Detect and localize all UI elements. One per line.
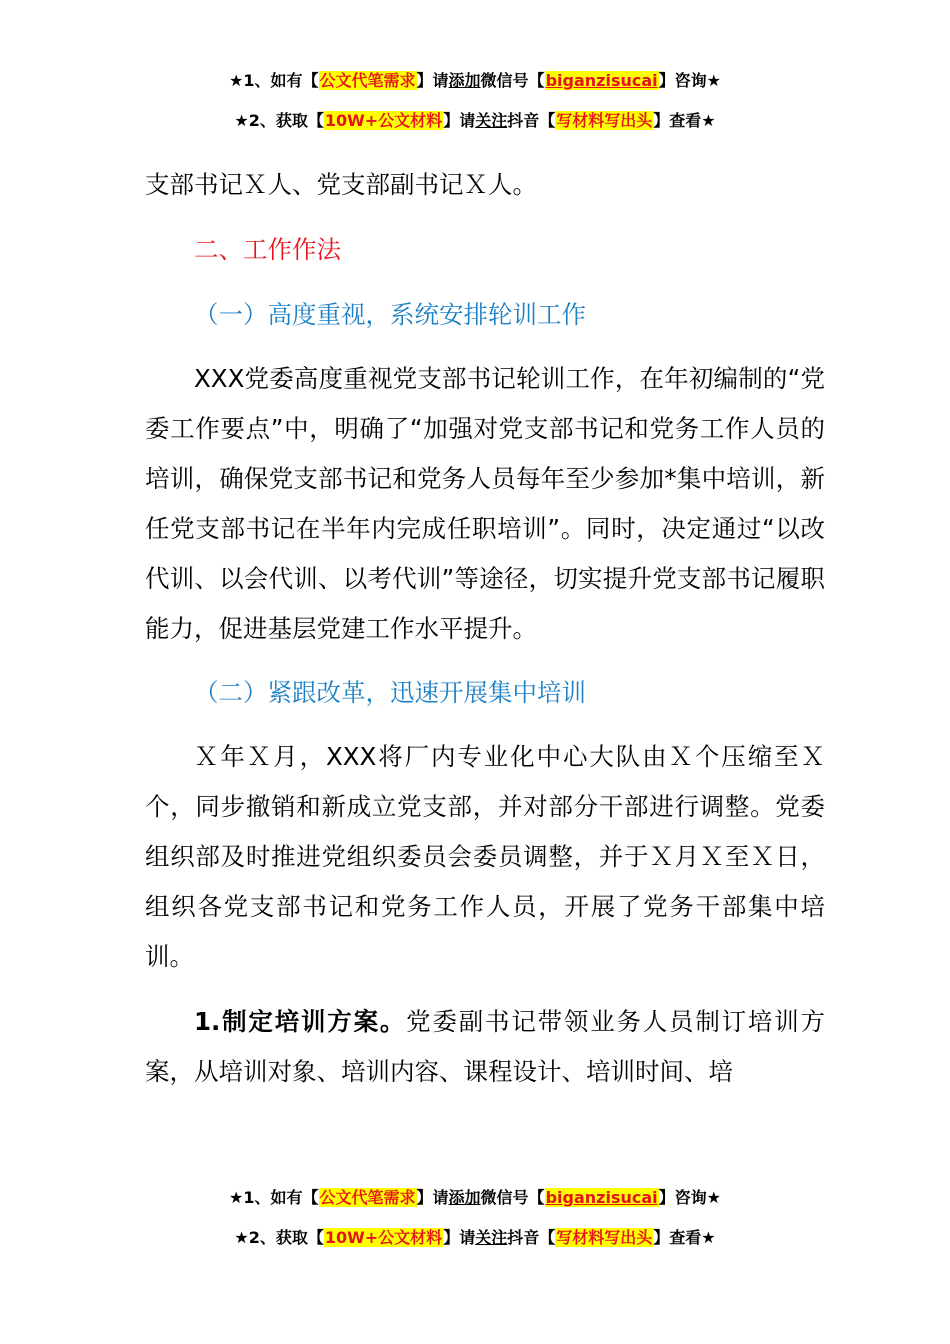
- bottom-banner: [0, 1178, 950, 1258]
- banner-emphasis: 添加: [448, 71, 481, 90]
- banner-line-1: [0, 61, 950, 101]
- banner-text: ★1、如有【: [229, 1188, 319, 1207]
- banner-line-2: [0, 1218, 950, 1258]
- banner-text: 】查看★: [653, 1228, 716, 1247]
- douyin-id: 写材料写出头: [556, 111, 653, 130]
- paragraph-continued: 支部书记Ｘ人、党支部副书记Ｘ人。: [145, 170, 537, 199]
- banner-highlight: 公文代笔需求: [319, 1188, 416, 1207]
- banner-text: 】请: [416, 71, 449, 90]
- banner-text: 微信号【: [480, 71, 545, 90]
- document-body: [145, 160, 825, 1097]
- banner-text: 抖音【: [507, 1228, 556, 1247]
- banner-emphasis: 添加: [448, 1188, 481, 1207]
- banner-text: 】咨询★: [658, 71, 721, 90]
- paragraph-2: Ｘ年Ｘ月，XXX将厂内专业化中心大队由Ｘ个压缩至Ｘ个，同步撤销和新成立党支部，并对部分干部进行调整。党委组织部及时推进党组织委员会委员调整，并于Ｘ月Ｘ至Ｘ日，组织各党支部书记和党务工作人员，开展了党务干部集中培训。: [145, 742, 825, 971]
- subsection-heading-2: （二）紧跟改革，迅速开展集中培训: [194, 678, 586, 707]
- banner-text: 微信号【: [480, 1188, 545, 1207]
- banner-emphasis: 关注: [475, 1228, 508, 1247]
- banner-text: 】请: [443, 111, 476, 130]
- banner-text: ★2、获取【: [234, 111, 324, 130]
- wechat-id: biganzisucai: [545, 1188, 658, 1207]
- banner-highlight: 10W+公文材料: [324, 111, 443, 130]
- wechat-id: biganzisucai: [545, 71, 658, 90]
- banner-highlight: 公文代笔需求: [319, 71, 416, 90]
- section-heading-2: 二、工作作法: [194, 235, 341, 264]
- banner-emphasis: 关注: [475, 111, 508, 130]
- banner-highlight: 10W+公文材料: [324, 1228, 443, 1247]
- banner-text: 】咨询★: [658, 1188, 721, 1207]
- banner-line-1: [0, 1178, 950, 1218]
- banner-text: 】请: [416, 1188, 449, 1207]
- subsection-heading-1: （一）高度重视，系统安排轮训工作: [194, 300, 586, 329]
- banner-text: ★1、如有【: [229, 71, 319, 90]
- paragraph-3-text: 党委副书记带领业务人员制订培训方案，从培训对象、培训内容、课程设计、培训时间、培: [145, 1007, 826, 1086]
- paragraph-1: XXX党委高度重视党支部书记轮训工作，在年初编制的“党委工作要点”中，明确了“加强对党支部书记和党务工作人员的培训，确保党支部书记和党务人员每年至少参加*集中培训，新任党支部书记在半年内完成任职培训”。同时，决定通过“以改代训、以会代训、以考代训”等途径，切实提升党支部书记履职能力，促进基层党建工作水平提升。: [145, 364, 825, 643]
- paragraph-3: [145, 997, 825, 1097]
- banner-text: 抖音【: [507, 111, 556, 130]
- banner-text: 】请: [443, 1228, 476, 1247]
- banner-text: 】查看★: [653, 111, 716, 130]
- paragraph-3-lead: 1.制定培训方案。: [194, 1007, 407, 1036]
- top-banner: [0, 61, 950, 141]
- douyin-id: 写材料写出头: [556, 1228, 653, 1247]
- banner-line-2: [0, 101, 950, 141]
- banner-text: ★2、获取【: [234, 1228, 324, 1247]
